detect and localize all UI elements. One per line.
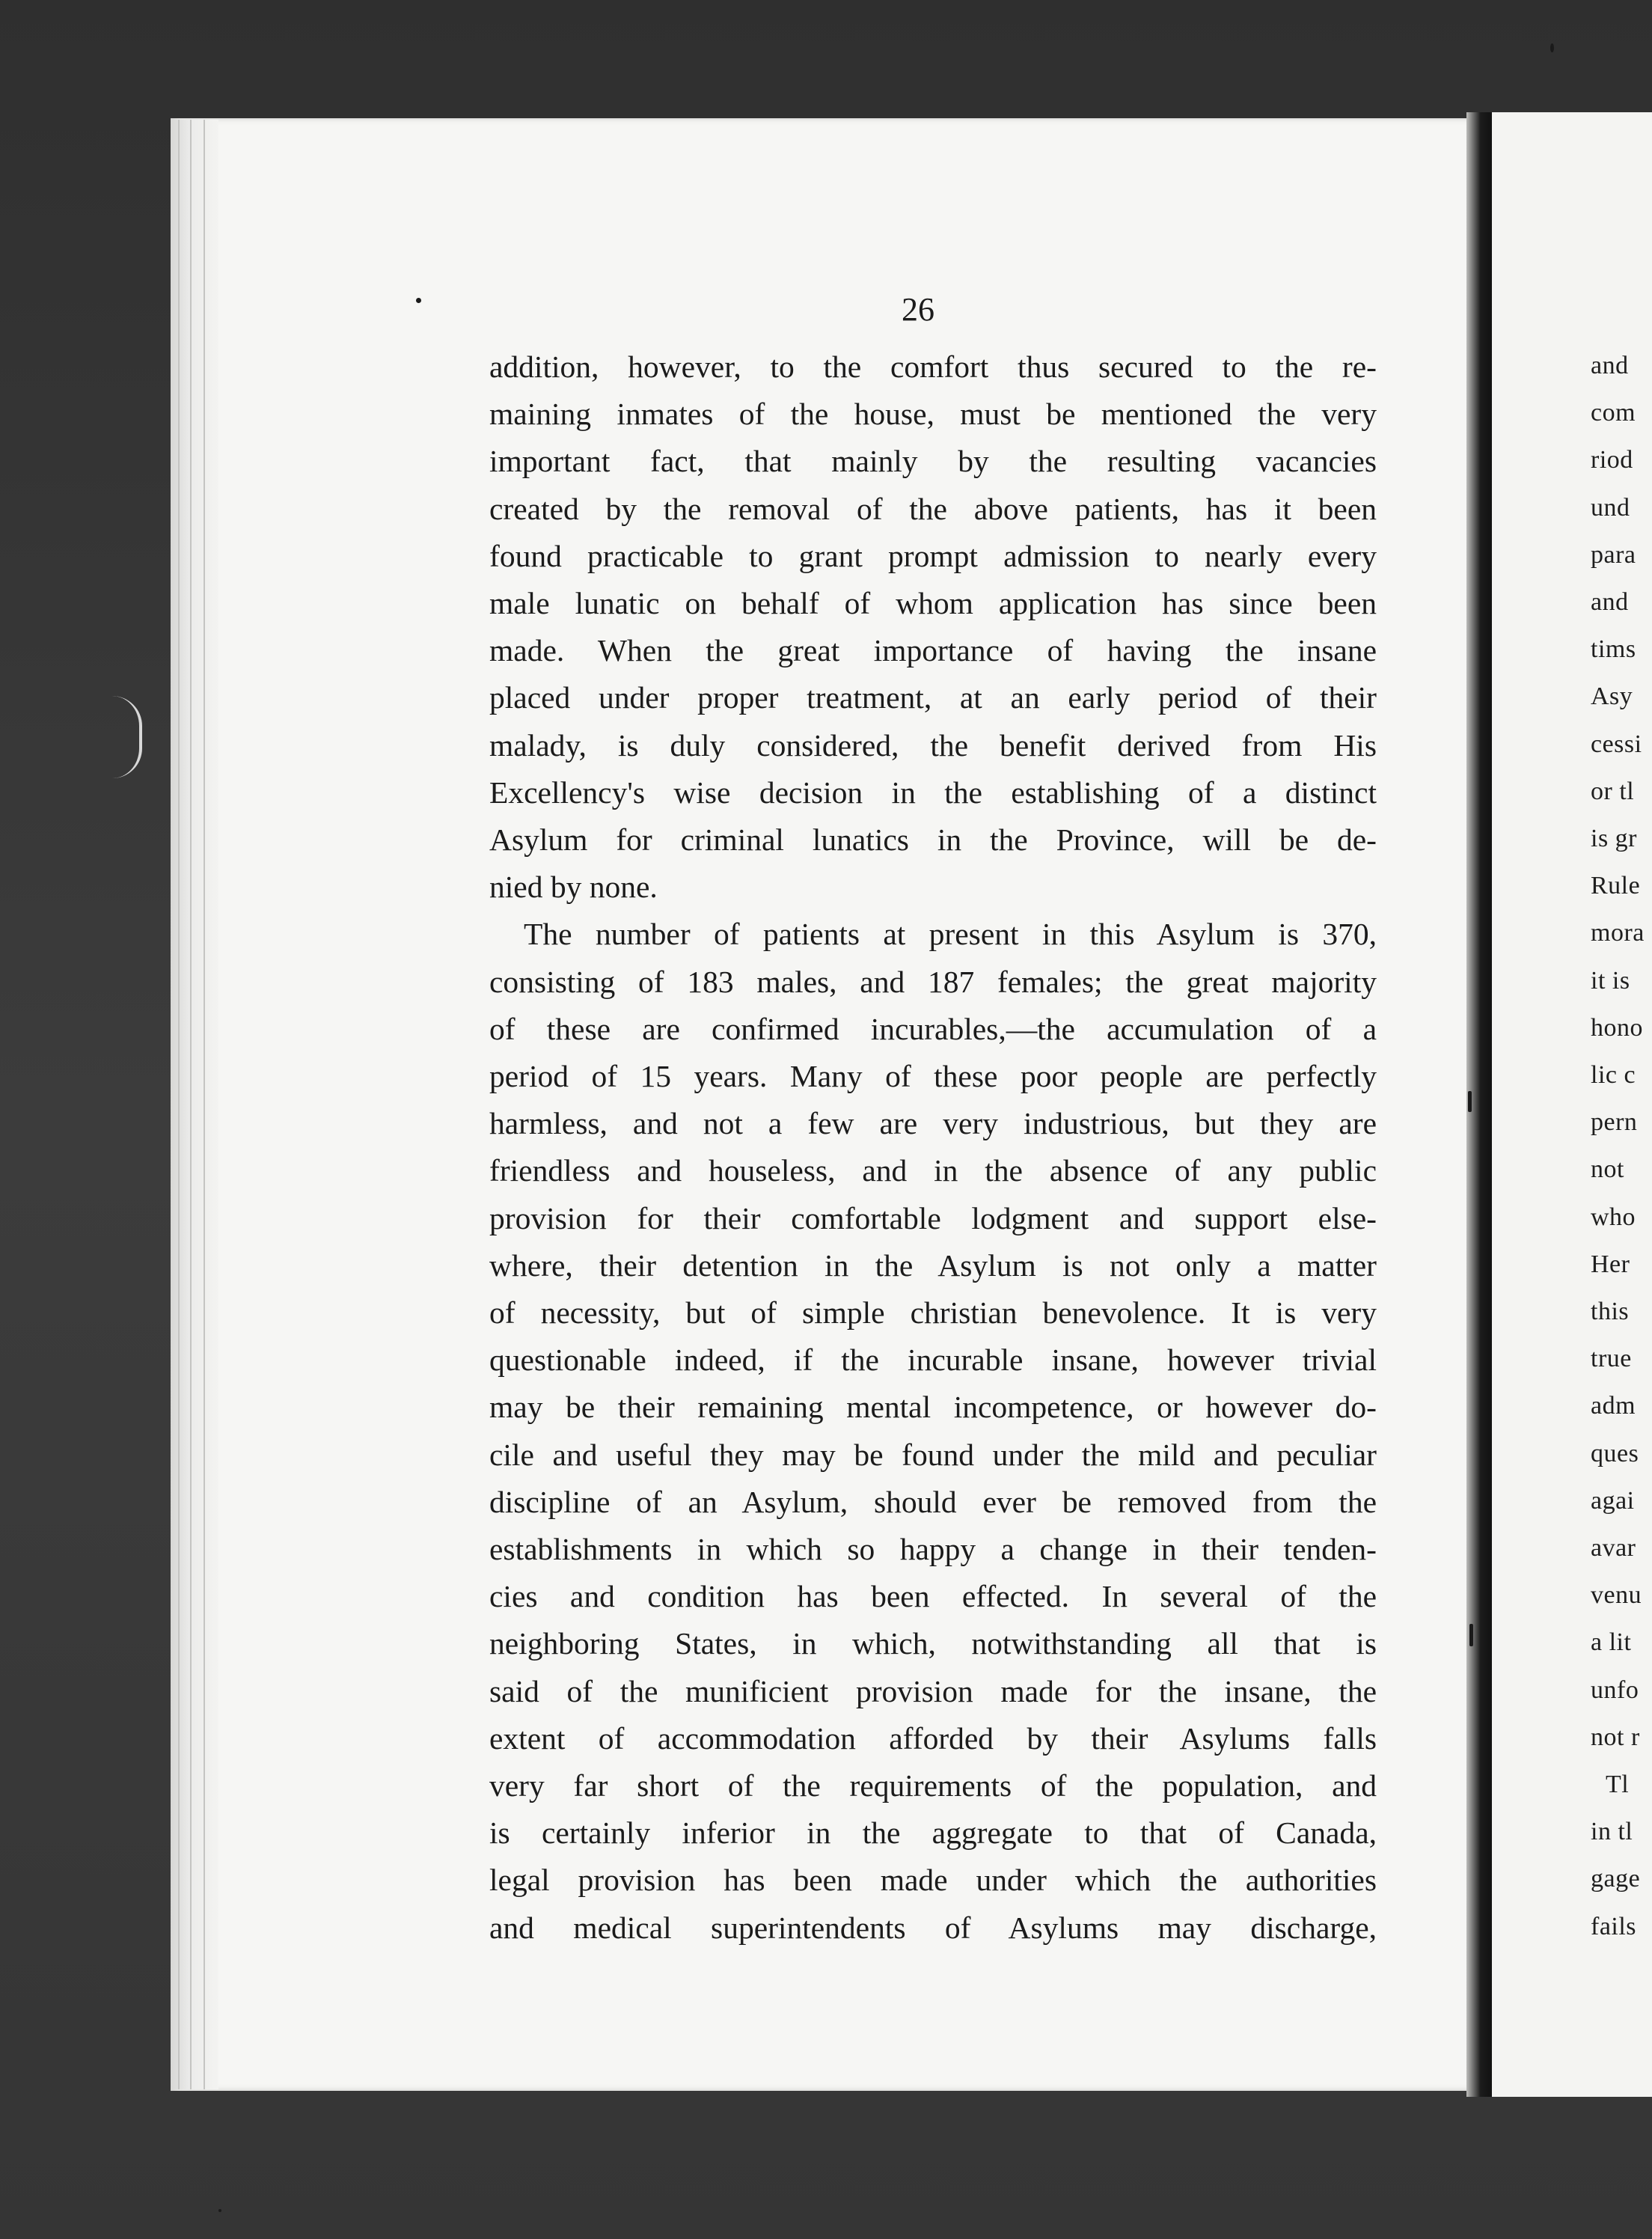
text-line: said of the munificient provision made for the insane, the — [489, 1673, 1377, 1708]
facing-page-line: who — [1591, 1203, 1636, 1231]
text-line: harmless, and not a few are very industrious, but they are — [489, 1106, 1377, 1141]
text-line: nied by none. — [489, 870, 658, 905]
text-line: created by the removal of the above patients, has it been — [489, 491, 1377, 526]
scan-edge-mark — [112, 696, 142, 778]
text-line: cies and condition has been effected. In several of the — [489, 1579, 1377, 1614]
facing-page-line: riod — [1591, 446, 1633, 474]
facing-page-line: com — [1591, 399, 1636, 427]
facing-page-line: avar — [1591, 1534, 1636, 1562]
page-number: 26 — [902, 291, 934, 328]
facing-page-line: agai — [1591, 1486, 1635, 1515]
facing-page-line: cessi — [1591, 730, 1642, 758]
facing-page-line: not r — [1591, 1723, 1640, 1751]
text-line: discipline of an Asylum, should ever be removed from the — [489, 1484, 1377, 1519]
text-line: consisting of 183 males, and 187 females; the great majority — [489, 964, 1377, 999]
facing-page-line: not — [1591, 1155, 1624, 1184]
text-line: provision for their comfortable lodgment and support else- — [489, 1200, 1377, 1235]
text-line: and medical superintendents of Asylums may discharge, — [489, 1910, 1377, 1945]
text-line: cile and useful they may be found under the mild and peculiar — [489, 1437, 1377, 1472]
page-edge-stack — [171, 120, 218, 2089]
text-line: placed under proper treatment, at an early period of their — [489, 680, 1377, 715]
text-line: Excellency's wise decision in the establishing of a distinct — [489, 775, 1377, 810]
facing-page-line: und — [1591, 493, 1630, 522]
facing-page-line: Her — [1591, 1250, 1630, 1278]
text-line: made. When the great importance of having the insane — [489, 633, 1377, 668]
text-line: neighboring States, in which, notwithstanding all that is — [489, 1626, 1377, 1661]
facing-page-line: and — [1591, 352, 1629, 379]
dust-speck — [1550, 43, 1554, 52]
facing-page-line: in tl — [1591, 1818, 1633, 1846]
facing-page-line: para — [1591, 540, 1636, 569]
text-line: may be their remaining mental incompetence, or however do- — [489, 1390, 1377, 1425]
facing-page-line: pern — [1591, 1108, 1638, 1137]
dust-speck — [218, 2209, 221, 2212]
text-line: friendless and houseless, and in the absence of any public — [489, 1153, 1377, 1188]
facing-page-line: this — [1591, 1298, 1630, 1325]
facing-page-line: tims — [1591, 635, 1636, 664]
text-line: male lunatic on behalf of whom application has since been — [489, 586, 1377, 620]
text-line: Asylum for criminal lunatics in the Province, will be de- — [489, 822, 1377, 857]
text-line: addition, however, to the comfort thus secured to the re- — [489, 349, 1377, 384]
text-line: maining inmates of the house, must be mentioned the very — [489, 397, 1377, 432]
dust-speck — [1468, 1091, 1472, 1112]
text-line: very far short of the requirements of the population, and — [489, 1768, 1377, 1803]
facing-page-line: and — [1591, 588, 1629, 616]
facing-page-line: Rule — [1591, 872, 1641, 900]
facing-page-line: ques — [1591, 1439, 1639, 1467]
text-line: questionable indeed, if the incurable insane, however trivial — [489, 1343, 1377, 1378]
facing-page-line: fails — [1591, 1912, 1637, 1940]
facing-page-line: Tl — [1606, 1771, 1630, 1798]
facing-page-line: gage — [1591, 1865, 1641, 1893]
facing-page-line: true — [1591, 1345, 1632, 1373]
facing-page-line: is gr — [1591, 825, 1637, 852]
dust-speck — [416, 298, 421, 303]
text-line: of these are confirmed incurables,—the accumulation of a — [489, 1011, 1377, 1046]
facing-page-line: or tl — [1591, 777, 1635, 805]
text-line: found practicable to grant prompt admission to nearly every — [489, 538, 1377, 573]
text-line: legal provision has been made under which the authorities — [489, 1863, 1377, 1898]
facing-page-line: unfo — [1591, 1676, 1639, 1704]
facing-page-line: venu — [1591, 1581, 1642, 1610]
text-line: period of 15 years. Many of these poor people are perfectly — [489, 1059, 1377, 1093]
facing-page-line: adm — [1591, 1392, 1636, 1420]
facing-page-line: mora — [1591, 919, 1645, 947]
text-line: important fact, that mainly by the resulting vacancies — [489, 444, 1377, 479]
text-line: where, their detention in the Asylum is not only a matter — [489, 1247, 1377, 1283]
facing-page-line: lic c — [1591, 1061, 1636, 1089]
text-line: extent of accommodation afforded by their Asylums falls — [489, 1720, 1377, 1756]
text-line: The number of patients at present in this Asylum is 370, — [524, 917, 1377, 952]
facing-page-line: Asy — [1591, 682, 1633, 711]
text-line: of necessity, but of simple christian benevolence. It is very — [489, 1295, 1377, 1330]
text-line: malady, is duly considered, the benefit derived from His — [489, 727, 1377, 763]
text-line: is certainly inferior in the aggregate to that of Canada, — [489, 1815, 1377, 1851]
text-line: establishments in which so happy a change in their tenden- — [489, 1532, 1377, 1566]
facing-page-line: hono — [1591, 1013, 1643, 1042]
dust-speck — [1469, 1624, 1473, 1646]
facing-page-line: it is — [1591, 966, 1630, 995]
facing-page-line: a lit — [1591, 1628, 1632, 1657]
